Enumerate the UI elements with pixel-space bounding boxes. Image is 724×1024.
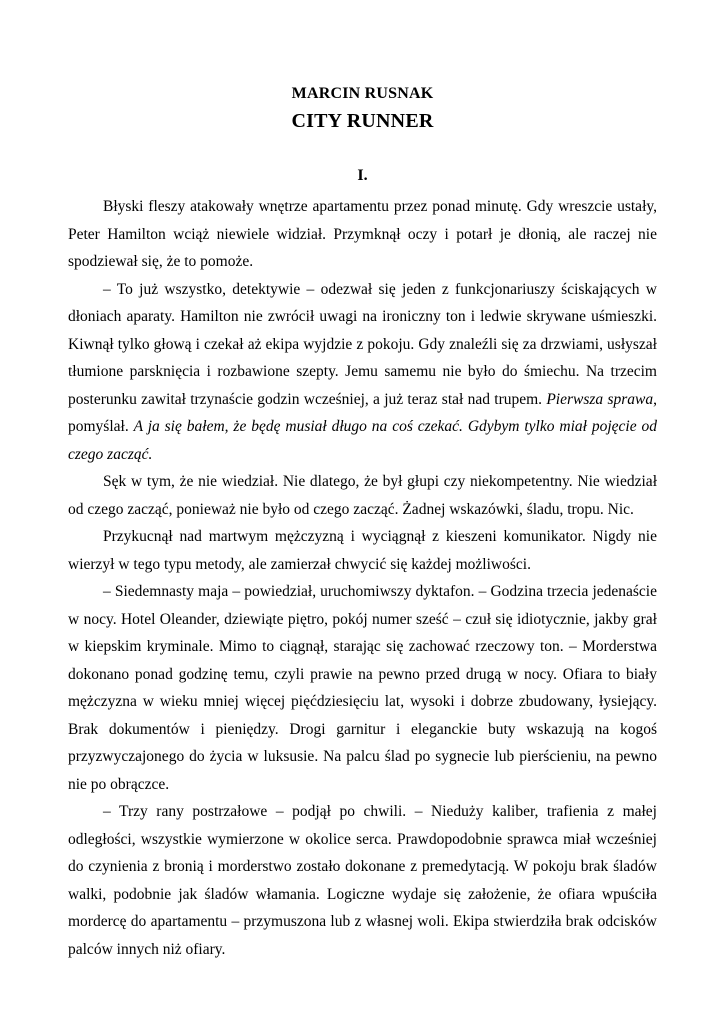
paragraph xyxy=(68,523,657,578)
text-run: – To już wszystko, detektywie – odezwał się jeden z funkcjonariuszy ściskających w dłoniach aparaty. Hamilton nie zwrócił uwagi na ironiczny ton i ledwie skrywane uśmieszki. Kiwnął tylko głową i czekał aż ekipa wyjdzie z pokoju. Gdy znaleźli się za drzwiami, usłyszał tłumione parsknięcia i rozbawione szepty. Jemu samemu nie było do śmiechu. Na trzecim posterunku zawitał trzynaście godzin wcześniej, a już teraz stał nad trupem. xyxy=(68,280,657,408)
chapter-heading: I. xyxy=(357,167,368,184)
text-run: Sęk w tym, że nie wiedział. Nie dlatego, że był głupi czy niekompetentny. Nie wiedział od czego zacząć, ponieważ nie było od czego zacząć. Żadnej wskazówki, śladu, tropu. Nic. xyxy=(68,473,657,518)
italic-text-run: A ja się bałem, że będę musiał długo na coś czekać. Gdybym tylko miał pojęcie od czego zacząć. xyxy=(68,418,657,463)
paragraph xyxy=(68,578,657,798)
paragraph xyxy=(68,798,657,963)
text-run: , pomyślał. xyxy=(68,390,657,435)
text-run: Przykucnął nad martwym mężczyzną i wyciągnął z kieszeni komunikator. Nigdy nie wierzył w tego typu metody, ale zamierzał chwycić się każdej możliwości. xyxy=(68,528,657,573)
author-name: MARCIN RUSNAK xyxy=(291,85,434,102)
book-title: CITY RUNNER xyxy=(291,110,434,132)
body-text xyxy=(68,193,657,963)
text-run: – Siedemnasty maja – powiedział, uruchomiwszy dyktafon. – Godzina trzecia jedenaście w nocy. Hotel Oleander, dziewiąte piętro, pokój numer sześć – czuł się idiotycznie, jakby grał w kiepskim kryminale. Mimo to ciągnął, starając się zachować rzeczowy ton. – Morderstwa dokonano ponad godzinę temu, czyli prawie na pewno przed drugą w nocy. Ofiara to biały mężczyzna w wieku mniej więcej pięćdziesięciu lat, wysoki i dobrze zbudowany, łysiejący. Brak dokumentów i pieniędzy. Drogi garnitur i eleganckie buty wskazują na kogoś przyzwyczajonego do życia w luksusie. Na palcu ślad po sygnecie lub pierścieniu, na pewno nie po obrączce. xyxy=(68,583,657,793)
paragraph xyxy=(68,468,657,523)
paragraph xyxy=(68,193,657,276)
italic-text-run: Pierwsza sprawa xyxy=(546,390,654,408)
text-run: Błyski fleszy atakowały wnętrze apartamentu przez ponad minutę. Gdy wreszcie ustały, Peter Hamilton wciąż niewiele widział. Przymknął oczy i potarł je dłonią, ale raczej nie spodziewał się, że to pomoże. xyxy=(68,198,657,270)
paragraph xyxy=(68,276,657,469)
text-run: – Trzy rany postrzałowe – podjął po chwili. – Nieduży kaliber, trafienia z małej odległości, wszystkie wymierzone w okolice serca. Prawdopodobnie sprawca miał wcześniej do czynienia z bronią i morderstwo zostało dokonane z premedytacją. W pokoju brak śladów walki, podobnie jak śladów włamania. Logiczne wydaje się założenie, że ofiara wpuściła mordercę do apartamentu – przymuszona lub z własnej woli. Ekipa stwierdziła brak odcisków palców innych niż ofiary. xyxy=(68,803,657,958)
